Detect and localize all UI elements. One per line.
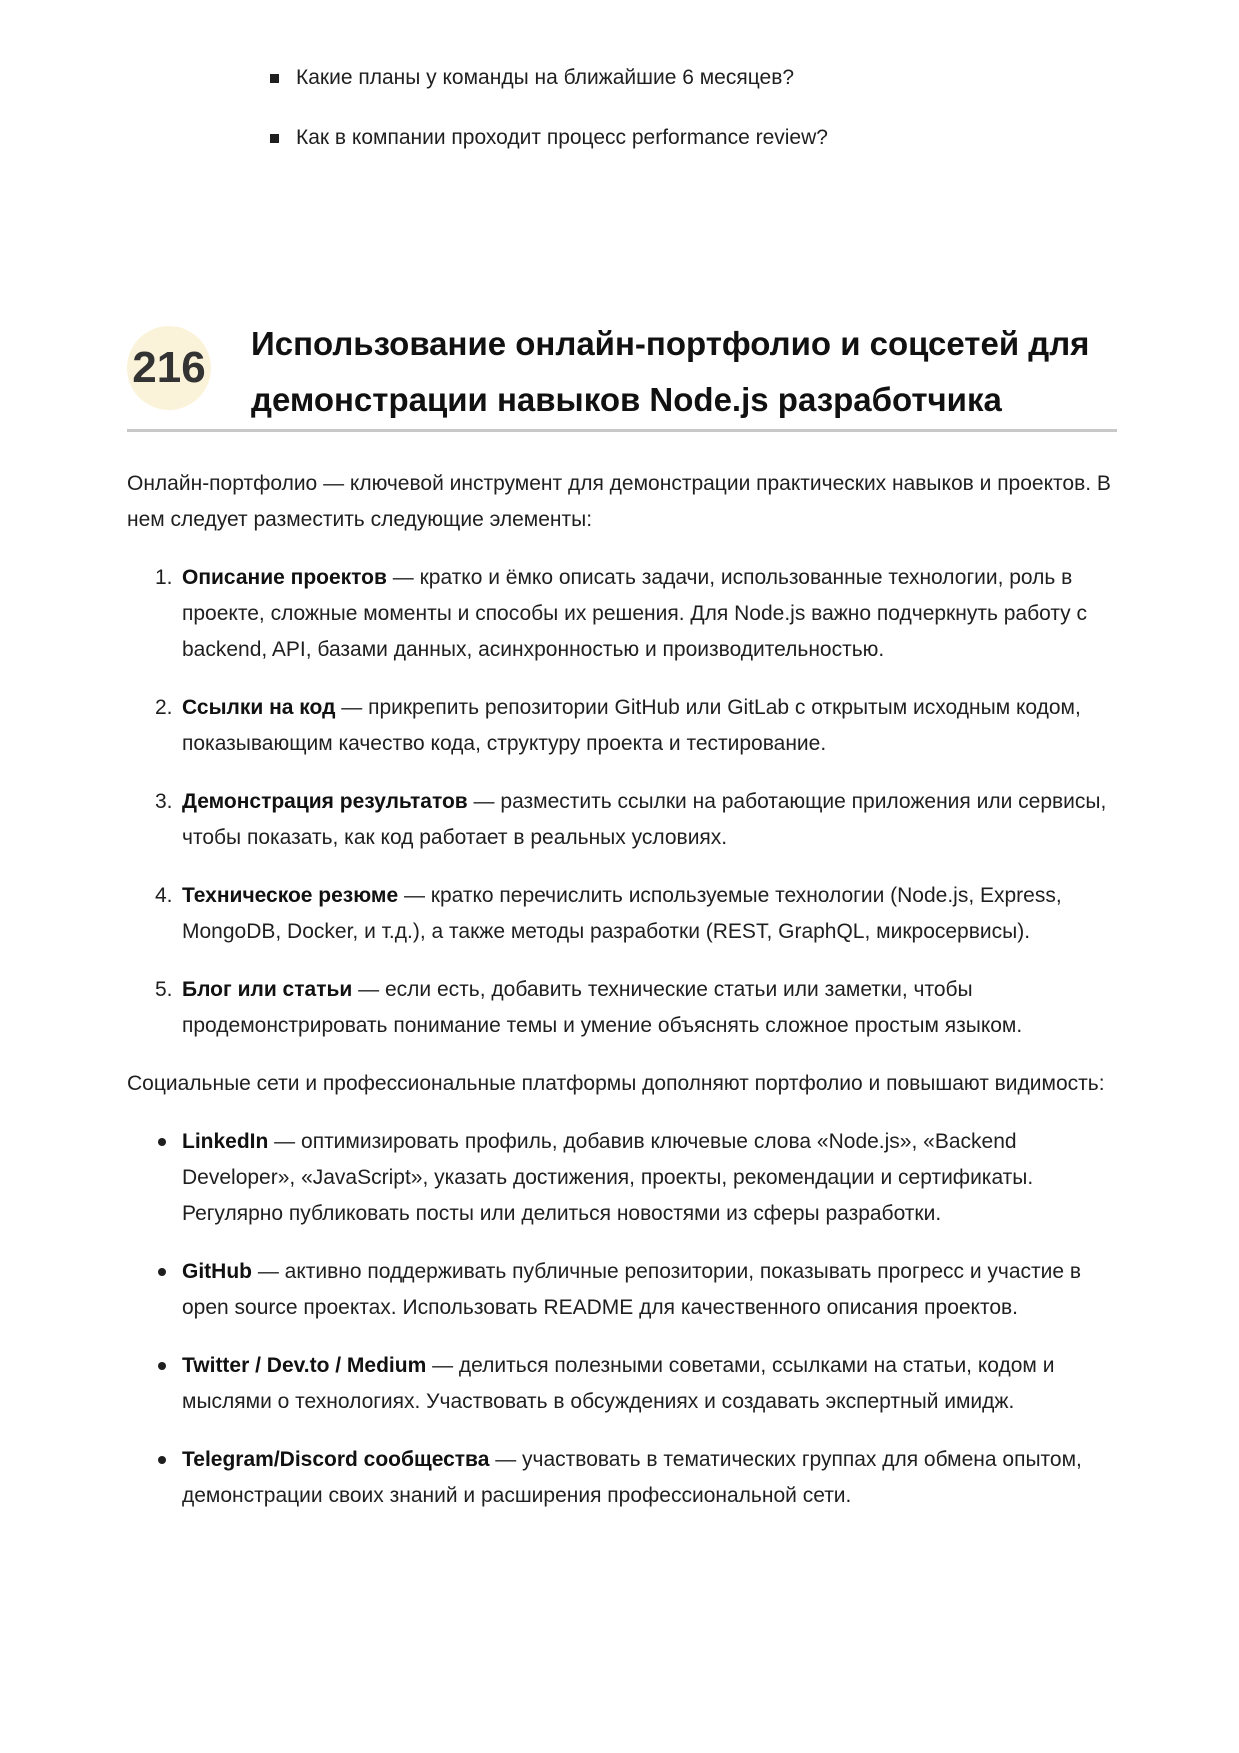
list-item-text: — оптимизировать профиль, добавив ключевые слова «Node.js», «Backend Developer», «JavaScript», указать достижения, проекты, рекомендации и сертификаты. Регулярно публиковать посты или делиться новостями из сферы разработки.	[182, 1130, 1034, 1225]
list-number: 4.	[155, 884, 173, 907]
list-item-term: Демонстрация результатов	[182, 790, 468, 813]
list-item-text: Какие планы у команды на ближайшие 6 месяцев?	[296, 66, 795, 89]
bullet-icon	[158, 1138, 166, 1146]
list-item-term: Описание проектов	[182, 566, 387, 589]
list-number: 5.	[155, 978, 173, 1001]
list-item-text: Как в компании проходит процесс performance review?	[296, 126, 828, 149]
list-item	[127, 784, 1117, 856]
list-item-text: — кратко перечислить используемые технологии (Node.js, Express, MongoDB, Docker, и т.д.), а также методы разработки (REST, GraphQL, микросервисы).	[182, 884, 1062, 943]
list-item-text: — делиться полезными советами, ссылками на статьи, кодом и мыслями о технологиях. Участвовать в обсуждениях и создавать экспертный имидж.	[182, 1354, 1055, 1413]
list-item-term: Telegram/Discord сообщества	[182, 1448, 490, 1471]
list-item-text: — кратко и ёмко описать задачи, использованные технологии, роль в проекте, сложные моменты и способы их решения. Для Node.js важно подчеркнуть работу с backend, API, базами данных, асинхронностью и производительностью.	[182, 566, 1088, 661]
list-item	[127, 1442, 1117, 1514]
list-item	[127, 1254, 1117, 1326]
list-number: 1.	[155, 566, 173, 589]
section-number-badge: 216	[127, 326, 211, 410]
list-item-term: Блог или статьи	[182, 978, 353, 1001]
list-item	[270, 60, 828, 96]
list-number: 3.	[155, 790, 173, 813]
list-item	[127, 972, 1117, 1044]
portfolio-elements-list	[127, 560, 1117, 1044]
section-header	[127, 312, 1117, 432]
bullet-icon	[158, 1362, 166, 1370]
section-body	[127, 466, 1117, 1536]
bullet-icon	[158, 1456, 166, 1464]
list-item-term: LinkedIn	[182, 1130, 269, 1153]
list-item-term: Ссылки на код	[182, 696, 336, 719]
list-item-term: Twitter / Dev.to / Medium	[182, 1354, 427, 1377]
list-item	[127, 560, 1117, 668]
list-item-text: — если есть, добавить технические статьи или заметки, чтобы продемонстрировать понимание темы и умение объяснять сложное простым языком.	[182, 978, 1023, 1037]
intro-paragraph: Онлайн-портфолио — ключевой инструмент для демонстрации практических навыков и проектов. В нем следует разместить следующие элементы:	[127, 472, 1111, 531]
bullet-icon	[158, 1268, 166, 1276]
list-item	[270, 120, 828, 156]
list-item-text: — разместить ссылки на работающие приложения или сервисы, чтобы показать, как код работает в реальных условиях.	[182, 790, 1107, 849]
list-item-term: GitHub	[182, 1260, 252, 1283]
list-item-term: Техническое резюме	[182, 884, 399, 907]
carryover-question-list	[270, 60, 828, 180]
social-platforms-list	[127, 1124, 1117, 1514]
section-title: Использование онлайн-портфолио и соцсетей для демонстрации навыков Node.js разработчика	[251, 325, 1090, 418]
list-item-text: — активно поддерживать публичные репозитории, показывать прогресс и участие в open source проектах. Использовать README для качественного описания проектов.	[182, 1260, 1082, 1319]
list-item	[127, 1348, 1117, 1420]
list-item	[127, 1124, 1117, 1232]
social-intro-paragraph: Социальные сети и профессиональные платформы дополняют портфолио и повышают видимость:	[127, 1072, 1105, 1095]
list-item	[127, 878, 1117, 950]
list-item-text: — прикрепить репозитории GitHub или GitLab с открытым исходным кодом, показывающим качество кода, структуру проекта и тестирование.	[182, 696, 1081, 755]
list-number: 2.	[155, 696, 173, 719]
list-item-text: — участвовать в тематических группах для обмена опытом, демонстрации своих знаний и расширения профессиональной сети.	[182, 1448, 1082, 1507]
list-item	[127, 690, 1117, 762]
